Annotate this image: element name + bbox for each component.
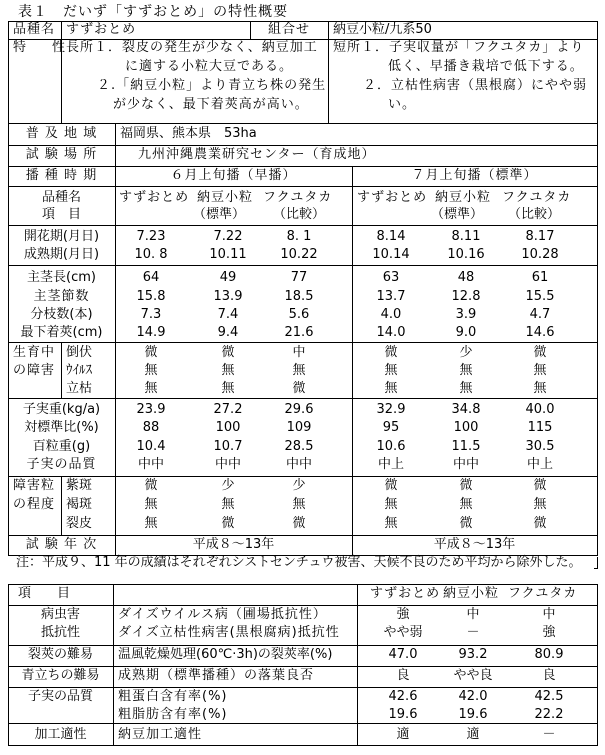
variety-label: 品種名 <box>13 22 56 37</box>
variety-note: （比較） <box>508 207 561 222</box>
value-cell: 中中 <box>452 457 479 472</box>
sowing-period-standard: ７月上旬播（標準） <box>411 168 538 183</box>
value-cell: 中中 <box>285 457 312 472</box>
value-cell: 9.0 <box>455 325 477 340</box>
row-label: 最下着莢(cm) <box>20 325 103 340</box>
value-cell: 少 <box>292 478 306 493</box>
value-cell: 微 <box>384 478 398 493</box>
table-rule <box>8 645 598 646</box>
demerit-line: 低く、早播き栽培で低下する。 <box>388 59 584 74</box>
table-rule <box>8 476 598 477</box>
demerit-line: い。 <box>388 97 417 112</box>
group-label: 障害粒 <box>13 478 56 493</box>
table-rule <box>8 166 598 167</box>
value-cell: 63 <box>382 270 400 285</box>
value-cell: 19.6 <box>458 707 488 722</box>
value-cell: － <box>542 727 556 742</box>
table-rule <box>61 476 62 535</box>
site-value: 九州沖縄農業研究センター（育成地） <box>138 147 376 162</box>
table-title: 表１ だいず「すずおとめ」の特性概要 <box>18 4 289 20</box>
cross-label: 組合せ <box>267 22 310 37</box>
value-cell: 8.14 <box>376 229 406 244</box>
value-cell: 32.9 <box>376 402 406 417</box>
group-label: 生育中 <box>13 345 56 360</box>
value-cell: 9.4 <box>217 325 239 340</box>
value-cell: 13.7 <box>376 289 406 304</box>
value-cell: 無 <box>533 363 547 378</box>
cross-value: 納豆小粒/九系50 <box>333 22 432 37</box>
value-cell: 無 <box>144 516 158 531</box>
table-rule <box>352 166 353 555</box>
value-cell: 49 <box>219 270 237 285</box>
value-cell: やや良 <box>453 668 493 683</box>
table-rule <box>8 265 598 266</box>
value-cell: 微 <box>144 478 158 493</box>
variety-header: すずおとめ <box>370 586 441 601</box>
item-desc: ダイズウイルス病（圃場抵抗性） <box>118 607 327 622</box>
value-cell: 微 <box>384 345 398 360</box>
variety-note: （標準） <box>431 207 484 222</box>
traits-label: 特 性 <box>13 40 66 55</box>
group-label: の障害 <box>13 363 56 378</box>
value-cell: 8. 1 <box>286 229 312 244</box>
row-label: 子実重(kg/a) <box>22 402 101 417</box>
sub-row-label: ｳｲﾙｽ <box>66 363 92 378</box>
category-label: 抵抗性 <box>40 625 80 640</box>
value-cell: 100 <box>215 420 241 435</box>
sowing-period-early: ６月上旬播（早播） <box>170 168 297 183</box>
table-rule <box>357 584 358 746</box>
value-cell: 47.0 <box>388 647 418 662</box>
value-cell: 11.5 <box>451 439 481 454</box>
value-cell: 微 <box>292 516 306 531</box>
value-cell: 中上 <box>377 457 404 472</box>
value-cell: 13.9 <box>213 289 243 304</box>
value-cell: 7.3 <box>140 307 162 322</box>
value-cell: 中中 <box>137 457 164 472</box>
value-cell: 10.22 <box>280 247 318 262</box>
table-rule <box>8 186 598 187</box>
value-cell: 微 <box>221 345 235 360</box>
value-cell: 8.17 <box>525 229 555 244</box>
value-cell: 30.5 <box>525 439 555 454</box>
table-rule <box>597 21 598 556</box>
value-cell: 42.5 <box>534 689 564 704</box>
table-rule <box>8 398 598 399</box>
value-cell: 21.6 <box>284 325 314 340</box>
variety-note: （比較） <box>273 207 326 222</box>
table-rule <box>8 535 598 536</box>
value-cell: 14.0 <box>376 325 406 340</box>
table-rule <box>8 723 598 724</box>
value-cell: 10.16 <box>447 247 485 262</box>
table-rule <box>61 342 62 398</box>
value-cell: 強 <box>542 625 556 640</box>
row-label: 開花期(月日) <box>23 229 100 244</box>
row-label: 分枝数(本) <box>30 307 93 322</box>
value-cell: 10.7 <box>213 439 243 454</box>
variety-header: すずおとめ <box>357 190 428 205</box>
table-rule <box>8 123 598 124</box>
value-cell: 微 <box>533 478 547 493</box>
value-cell: 無 <box>221 497 235 512</box>
row-label: 成熟期(月日) <box>23 247 100 262</box>
value-cell: 4.7 <box>529 307 551 322</box>
group-label: の程度 <box>13 497 56 512</box>
value-cell: 微 <box>292 381 306 396</box>
value-cell: 10.6 <box>376 439 406 454</box>
value-cell: 無 <box>292 363 306 378</box>
value-cell: 無 <box>144 381 158 396</box>
items-header: 項 目 <box>18 586 71 601</box>
value-cell: 22.2 <box>534 707 564 722</box>
value-cell: 28.5 <box>284 439 314 454</box>
variety-header: フクユタカ <box>502 190 572 205</box>
item-desc: 成熟期（標準播種）の落葉良否 <box>118 668 315 683</box>
sub-row-label: 倒伏 <box>66 345 93 360</box>
value-cell: 8.11 <box>451 229 481 244</box>
value-cell: やや弱 <box>383 625 423 640</box>
row-label: 対標準比(%) <box>24 420 99 435</box>
value-cell: 23.9 <box>136 402 166 417</box>
table-rule <box>8 745 598 746</box>
value-cell: 10.14 <box>372 247 410 262</box>
value-cell: 少 <box>221 478 235 493</box>
value-cell: 微 <box>459 478 473 493</box>
value-cell: 中 <box>292 345 306 360</box>
value-cell: 14.6 <box>525 325 555 340</box>
header-variety-label: 品種名 <box>41 190 81 205</box>
merit-line: が少なく、最下着莢高が高い。 <box>113 97 309 112</box>
table-rule <box>328 21 329 123</box>
table-rule <box>8 687 598 688</box>
value-cell: 5.6 <box>288 307 310 322</box>
value-cell: 強 <box>396 607 410 622</box>
value-cell: 無 <box>459 381 473 396</box>
value-cell: 14.9 <box>136 325 166 340</box>
variety-header: すずおとめ <box>119 190 190 205</box>
value-cell: 無 <box>384 381 398 396</box>
sub-row-label: 褐斑 <box>66 497 93 512</box>
value-cell: 48 <box>457 270 475 285</box>
row-label: 主茎節数 <box>33 289 90 304</box>
table-rule <box>115 123 116 555</box>
value-cell: 少 <box>459 345 473 360</box>
variety-header: 納豆小粒 <box>435 190 492 205</box>
value-cell: 無 <box>384 497 398 512</box>
value-cell: 無 <box>533 381 547 396</box>
value-cell: 88 <box>142 420 160 435</box>
item-desc: 粗蛋白含有率(%) <box>118 689 228 704</box>
table-rule <box>597 584 598 746</box>
value-cell: 無 <box>221 363 235 378</box>
value-cell: 微 <box>459 516 473 531</box>
value-cell: 95 <box>382 420 400 435</box>
item-desc: ダイズ立枯性病害(黒根腐病)抵抗性 <box>118 625 340 640</box>
value-cell: 10.11 <box>209 247 247 262</box>
value-cell: 中 <box>542 607 556 622</box>
variety-name: すずおとめ <box>66 22 137 37</box>
value-cell: 微 <box>533 345 547 360</box>
value-cell: 微 <box>221 516 235 531</box>
value-cell: 無 <box>533 497 547 512</box>
category-label: 病虫害 <box>40 607 80 622</box>
value-cell: 無 <box>384 516 398 531</box>
merit-line: 長所１．裂皮の発生が少なく、納豆加工 <box>66 40 318 55</box>
region-label: 普 及 地 域 <box>25 126 98 141</box>
variety-header: 納豆小粒 <box>197 190 254 205</box>
sub-row-label: 紫斑 <box>66 478 93 493</box>
region-value: 福岡県、熊本県 53ha <box>120 126 257 141</box>
variety-header: フクユタカ <box>263 190 333 205</box>
value-cell: 中上 <box>526 457 553 472</box>
merit-line: に適する小粒大豆である。 <box>125 59 294 74</box>
merit-line: ２.「納豆小粒」より青立ち株の発生 <box>97 78 327 93</box>
value-cell: 無 <box>144 363 158 378</box>
value-cell: 19.6 <box>388 707 418 722</box>
value-cell: 無 <box>144 497 158 512</box>
value-cell: 42.6 <box>388 689 418 704</box>
value-cell: 10.4 <box>136 439 166 454</box>
value-cell: 10. 8 <box>134 247 168 262</box>
value-cell: 4.0 <box>380 307 402 322</box>
table-rule <box>8 342 598 343</box>
site-label: 試 験 場 所 <box>25 147 98 162</box>
sub-row-label: 裂皮 <box>66 516 93 531</box>
variety-note: （標準） <box>193 207 246 222</box>
value-cell: 無 <box>292 497 306 512</box>
value-cell: 10.28 <box>521 247 559 262</box>
value-cell: 3.9 <box>455 307 477 322</box>
value-cell: 適 <box>396 727 410 742</box>
value-cell: 適 <box>466 727 480 742</box>
category-label: 青立ちの難易 <box>21 668 100 683</box>
value-cell: 15.8 <box>136 289 166 304</box>
row-label: 百粒重(g) <box>32 439 91 454</box>
value-cell: 109 <box>286 420 312 435</box>
value-cell: 29.6 <box>284 402 314 417</box>
table-rule <box>8 666 598 667</box>
value-cell: 80.9 <box>534 647 564 662</box>
value-cell: 中中 <box>214 457 241 472</box>
variety-header: 納豆小粒 <box>443 586 500 601</box>
value-cell: 100 <box>453 420 479 435</box>
category-label: 子実の品質 <box>27 689 93 704</box>
variety-header: フクユタカ <box>508 586 578 601</box>
value-cell: 中 <box>466 607 480 622</box>
category-label: 裂莢の難易 <box>27 647 93 662</box>
value-cell: 7.4 <box>217 307 239 322</box>
table-rule <box>113 584 114 746</box>
table-rule <box>8 584 598 585</box>
table-rule <box>8 605 598 606</box>
value-cell: 良 <box>542 668 556 683</box>
value-cell: 34.8 <box>451 402 481 417</box>
value-cell: 15.5 <box>525 289 555 304</box>
header-item-label: 項 目 <box>41 207 81 222</box>
value-cell: 12.8 <box>451 289 481 304</box>
value-cell: 微 <box>144 345 158 360</box>
years-label: 試 験 年 次 <box>25 537 98 552</box>
item-desc: 粗脂肪含有率(%) <box>118 707 228 722</box>
value-cell: 微 <box>533 516 547 531</box>
sub-row-label: 立枯 <box>66 381 93 396</box>
value-cell: 無 <box>459 363 473 378</box>
value-cell: 61 <box>531 270 549 285</box>
value-cell: 7.22 <box>213 229 243 244</box>
value-cell: 42.0 <box>458 689 488 704</box>
sowing-label: 播 種 時 期 <box>25 168 98 183</box>
value-cell: － <box>466 625 480 640</box>
value-cell: 7.23 <box>136 229 166 244</box>
years-value: 平成８～13年 <box>433 537 516 552</box>
table-rule <box>61 21 62 123</box>
value-cell: 115 <box>527 420 553 435</box>
value-cell: 40.0 <box>525 402 555 417</box>
row-label: 主茎長(cm) <box>27 270 96 285</box>
value-cell: 無 <box>221 381 235 396</box>
item-desc: 温風乾燥処理(60℃·3h)の裂莢率(%) <box>118 647 333 662</box>
value-cell: 18.5 <box>284 289 314 304</box>
value-cell: 27.2 <box>213 402 243 417</box>
item-desc: 納豆加工適性 <box>118 727 203 742</box>
table-rule <box>8 145 598 146</box>
demerit-line: 短所１．子実収量が「フクユタカ」より <box>333 40 585 55</box>
value-cell: 64 <box>142 270 160 285</box>
value-cell: 77 <box>290 270 308 285</box>
demerit-line: ２．立枯性病害（黒根腐）にやや弱 <box>363 78 588 93</box>
corner-mark <box>594 557 598 569</box>
value-cell: 良 <box>396 668 410 683</box>
category-label: 加工適性 <box>34 727 87 742</box>
value-cell: 無 <box>384 363 398 378</box>
table-rule <box>8 225 598 226</box>
value-cell: 無 <box>459 497 473 512</box>
footnote: 注：平成９、11 年の成績はそれぞれシストセンチュウ被害、天候不良のため平均から除外した。 <box>16 555 582 570</box>
value-cell: 93.2 <box>458 647 488 662</box>
row-label: 子実の品質 <box>26 457 97 472</box>
years-value: 平成８～13年 <box>192 537 275 552</box>
